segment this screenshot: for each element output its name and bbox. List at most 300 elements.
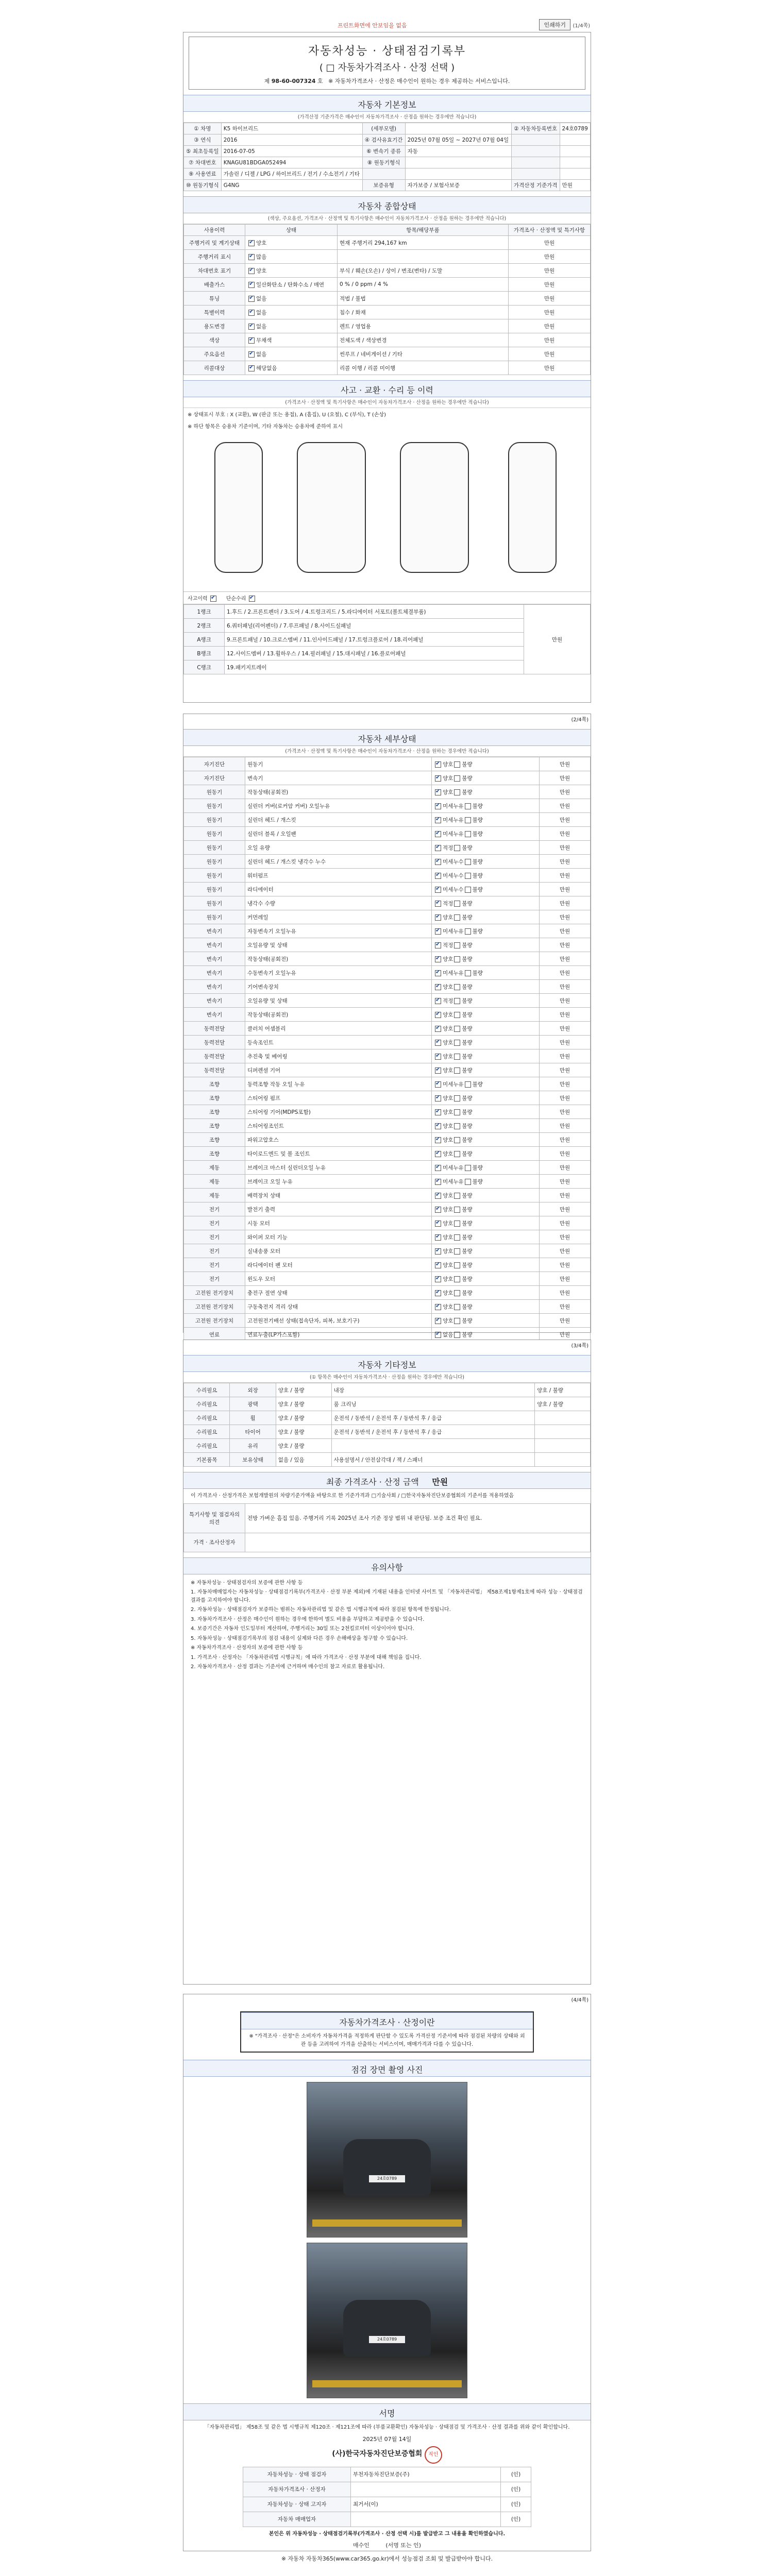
- others-cell: 양호 / 불량: [535, 1397, 591, 1411]
- checkbox-good: [435, 914, 441, 921]
- summary-table: [183, 224, 591, 375]
- car-diagram: [183, 432, 591, 592]
- detail-group: 전기: [184, 1272, 245, 1286]
- detail-item: 스티어링 기어(MDPS포함): [245, 1105, 432, 1119]
- detail-item: 시동 모터: [245, 1216, 432, 1230]
- detail-bad-text: 불량: [472, 1178, 483, 1185]
- checkbox-good: [435, 775, 441, 782]
- detail-state: [432, 869, 540, 883]
- detail-state: [432, 1202, 540, 1216]
- detail-price: 만원: [540, 785, 591, 799]
- summary-state: [245, 264, 338, 278]
- checkbox-bad: [465, 859, 471, 865]
- sign-name: [351, 2512, 501, 2527]
- detail-bad-text: 불량: [462, 761, 473, 768]
- detail-bad-text: 불량: [462, 1011, 473, 1018]
- parts-rank: A랭크: [184, 633, 225, 647]
- checkbox-bad: [454, 1137, 460, 1143]
- detail-price: 만원: [540, 841, 591, 855]
- checkbox-bad: [465, 928, 471, 935]
- summary-state-text: 해당없음: [256, 365, 277, 371]
- basic-cell: G4NG: [221, 180, 362, 191]
- others-cell: 수리필요: [184, 1425, 230, 1439]
- detail-group: 원동기: [184, 855, 245, 869]
- sign-row: [243, 2497, 531, 2512]
- detail-group: 전기: [184, 1230, 245, 1244]
- detail-item: 클러치 어셈블리: [245, 1022, 432, 1036]
- notice-list: [183, 1574, 591, 1676]
- summary-row: [184, 236, 591, 250]
- detail-bad-text: 불량: [472, 928, 483, 935]
- others-cell: 양호 / 불량: [276, 1383, 331, 1397]
- detail-state-text: 적정: [443, 997, 453, 1004]
- checkbox-bad: [465, 873, 471, 879]
- detail-bad-text: 불량: [472, 1164, 483, 1171]
- detail-state-text: 미세누유: [443, 817, 464, 823]
- accident-heading: 사고 · 교환 · 수리 등 이력: [183, 380, 591, 397]
- detail-state-text: 미세누유: [443, 1178, 464, 1185]
- summary-item: 배출가스: [184, 278, 245, 292]
- others-cell: 양호 / 불량: [276, 1397, 331, 1411]
- detail-bad-text: 불량: [462, 1109, 473, 1115]
- detail-price: 만원: [540, 1300, 591, 1314]
- checkbox-bad: [454, 998, 460, 1004]
- detail-row: [184, 896, 591, 910]
- detail-price: 만원: [540, 813, 591, 827]
- summary-item: 색상: [184, 333, 245, 347]
- detail-price: 만원: [540, 1244, 591, 1258]
- summary-row: [184, 319, 591, 333]
- detail-group: 변속기: [184, 980, 245, 994]
- detail-state-text: 양호: [443, 1234, 453, 1241]
- detail-group: 고전원 전기장치: [184, 1286, 245, 1300]
- detail-group: 전기: [184, 1216, 245, 1230]
- detail-group: 조향: [184, 1147, 245, 1161]
- detail-row: [184, 1147, 591, 1161]
- detail-row: [184, 1272, 591, 1286]
- notice-item: 5. 자동차성능 · 상태점검기록부의 점검 내용이 실제와 다른 경우 손해배상을 청구할 수 있습니다.: [191, 1635, 408, 1641]
- checkbox-bad: [465, 831, 471, 837]
- detail-price: 만원: [540, 910, 591, 924]
- detail-row: [184, 994, 591, 1008]
- simple-repair-label: 단순수리: [226, 596, 246, 602]
- checkbox-bad: [454, 845, 460, 851]
- detail-item: 라디에이터: [245, 883, 432, 896]
- others-cell: 휠: [230, 1411, 276, 1425]
- summary-detail: [338, 250, 509, 264]
- detail-bad-text: 불량: [462, 1206, 473, 1213]
- detail-price: 만원: [540, 799, 591, 813]
- detail-price: 만원: [540, 757, 591, 771]
- others-cell: 양호 / 불량: [276, 1425, 331, 1439]
- sign-role: 자동차성능 · 상태 고지자: [243, 2497, 351, 2512]
- detail-price: 만원: [540, 1105, 591, 1119]
- detail-state-text: 양호: [443, 1011, 453, 1018]
- checkbox-bad: [454, 1332, 460, 1338]
- final-price-title: 최종 가격조사 · 산정 금액: [326, 1477, 419, 1487]
- checkbox-good: [435, 817, 441, 823]
- detail-bad-text: 불량: [462, 997, 473, 1004]
- detail-group: 원동기: [184, 883, 245, 896]
- detail-item: 고전원전기배선 상태(접속단자, 피복, 보호기구): [245, 1314, 432, 1328]
- summary-state: [245, 319, 338, 333]
- basic-cell: [511, 134, 560, 146]
- detail-group: 자기진단: [184, 771, 245, 785]
- print-warning: 프린트화면에 안보임을 없음: [338, 22, 407, 29]
- detail-item: 브레이크 오일 누유: [245, 1175, 432, 1189]
- detail-item: 오일유량 및 상태: [245, 994, 432, 1008]
- detail-state-text: 미세누유: [443, 970, 464, 976]
- checkbox-bad: [454, 1012, 460, 1018]
- appraiser-label: 가격 · 조사산정자: [184, 1533, 245, 1552]
- basic-cell: [560, 157, 590, 168]
- summary-row: [184, 306, 591, 319]
- summary-item: 차대번호 표기: [184, 264, 245, 278]
- summary-state-text: 양호: [256, 240, 267, 246]
- basic-cell: ⑥ 변속기 종류: [362, 146, 405, 157]
- detail-item: 실린더 헤드 / 개스킷 냉각수 누수: [245, 855, 432, 869]
- summary-state: [245, 347, 338, 361]
- detail-item: 작동상태(공회전): [245, 785, 432, 799]
- summary-sub: (색상, 주요옵션, 가격조사 · 산정액 및 특기사항은 매수인이 자동차가격조사 · 산정을 원하는 경우에만 적습니다): [183, 213, 591, 224]
- detail-price: 만원: [540, 952, 591, 966]
- detail-price: 만원: [540, 1314, 591, 1328]
- others-row: [184, 1453, 591, 1467]
- detail-price: 만원: [540, 1022, 591, 1036]
- basic-cell: [560, 134, 590, 146]
- detail-state: [432, 1161, 540, 1175]
- title-box: [189, 37, 585, 90]
- others-cell: 룸 크리닝: [331, 1397, 535, 1411]
- detail-price: 만원: [540, 883, 591, 896]
- basic-cell: 2016-07-05: [221, 146, 362, 157]
- detail-item: 워터펌프: [245, 869, 432, 883]
- detail-price: 만원: [540, 1091, 591, 1105]
- detail-state: [432, 771, 540, 785]
- detail-group: 조향: [184, 1105, 245, 1119]
- others-cell: 운전석 / 동반석 / 운전석 후 / 동반석 후 / 응급: [331, 1411, 535, 1425]
- detail-state-text: 양호: [443, 789, 453, 795]
- detail-price: 만원: [540, 938, 591, 952]
- notice-item: 2. 자동차성능 · 상태점검자가 보증하는 범위는 자동차관리법 및 같은 법 시행규칙에 따라 점검된 항목에 한정됩니다.: [191, 1607, 451, 1613]
- detail-row: [184, 1077, 591, 1091]
- checkbox-bad: [454, 1067, 460, 1074]
- detail-state: [432, 1300, 540, 1314]
- basic-row: [184, 123, 591, 134]
- checkbox-good: [435, 1276, 441, 1282]
- detail-price: 만원: [540, 1133, 591, 1147]
- basic-cell: 2025년 07월 05일 ~ 2027년 07월 04일: [405, 134, 511, 146]
- summary-row: [184, 361, 591, 375]
- appraisal-info-heading: 자동차가격조사 · 산정이란: [241, 2012, 533, 2029]
- detail-price: 만원: [540, 1230, 591, 1244]
- checkbox-good: [435, 831, 441, 837]
- basic-cell: ⑧ 원동기형식: [362, 157, 405, 168]
- org-name: (사)한국자동차진단보증협회: [332, 2449, 423, 2458]
- signature-table: [243, 2467, 531, 2527]
- others-table: [183, 1383, 591, 1467]
- checkbox-good: [435, 1234, 441, 1241]
- detail-state-text: 미세누유: [443, 831, 464, 837]
- summary-state-text: 무채색: [256, 337, 272, 344]
- detail-state: [432, 1230, 540, 1244]
- checkbox-good: [435, 928, 441, 935]
- detail-group: 동력전달: [184, 1022, 245, 1036]
- detail-bad-text: 불량: [462, 1150, 473, 1157]
- basic-row: [184, 157, 591, 168]
- detail-bad-text: 불량: [462, 942, 473, 948]
- basic-cell: ④ 검사유효기간: [362, 134, 405, 146]
- car-rear-shape: [343, 2139, 431, 2196]
- detail-price: 만원: [540, 855, 591, 869]
- detail-group: 변속기: [184, 924, 245, 938]
- checkbox-good: [435, 1012, 441, 1018]
- basic-cell: ③ 연식: [184, 134, 222, 146]
- checkbox-bad: [454, 1109, 460, 1115]
- sign-row: [243, 2512, 531, 2527]
- checkbox-bad: [454, 1262, 460, 1268]
- detail-group: 동력전달: [184, 1049, 245, 1063]
- detail-group: 원동기: [184, 841, 245, 855]
- basic-table: [183, 123, 591, 191]
- others-sub: (① 항목은 매수인이 자동차가격조사 · 산정을 원하는 경우에만 적습니다): [183, 1372, 591, 1383]
- sign-seal: (인): [501, 2467, 531, 2482]
- checkbox-bad: [465, 1081, 471, 1088]
- sign-seal: (인): [501, 2497, 531, 2512]
- detail-state-text: 적정: [443, 942, 453, 948]
- detail-item: 와이퍼 모터 기능: [245, 1230, 432, 1244]
- lift-beam: [312, 2219, 462, 2227]
- detail-item: 오일유량 및 상태: [245, 938, 432, 952]
- page-number: (1/4쪽): [573, 23, 590, 29]
- page-2: [183, 714, 591, 1338]
- basic-cell: ⑨ 사용연료: [184, 168, 222, 180]
- detail-group: 자기진단: [184, 757, 245, 771]
- summary-note: 만원: [509, 278, 591, 292]
- detail-bad-text: 불량: [462, 914, 473, 921]
- summary-row: [184, 278, 591, 292]
- others-cell: [535, 1425, 591, 1439]
- detail-bad-text: 불량: [462, 789, 473, 795]
- summary-detail: 리콜 이행 / 리콜 미이행: [338, 361, 509, 375]
- detail-price: 만원: [540, 1036, 591, 1049]
- checkbox: [248, 324, 255, 330]
- detail-state-text: 양호: [443, 956, 453, 962]
- simple-none-check: [249, 596, 255, 602]
- checkbox-good: [435, 1221, 441, 1227]
- checkbox-good: [435, 1262, 441, 1268]
- detail-table: [183, 757, 591, 1342]
- special-label: 특기사항 및 점검자의 의견: [184, 1503, 245, 1533]
- detail-item: 충전구 절연 상태: [245, 1286, 432, 1300]
- detail-item: 커먼레일: [245, 910, 432, 924]
- top-bar: [183, 18, 590, 31]
- detail-sub: (가격조사 · 산정액 및 특기사항은 매수인이 자동차가격조사 · 산정을 원하는 경우에만 적습니다): [183, 746, 591, 757]
- detail-price: 만원: [540, 980, 591, 994]
- checkbox-bad: [454, 942, 460, 948]
- detail-state: [432, 1036, 540, 1049]
- detail-state: [432, 1133, 540, 1147]
- parts-price: 만원: [524, 605, 591, 674]
- print-button[interactable]: 인쇄하기: [539, 19, 570, 30]
- detail-state: [432, 799, 540, 813]
- detail-state: [432, 966, 540, 980]
- others-cell: 수리필요: [184, 1411, 230, 1425]
- basic-cell: [405, 168, 511, 180]
- detail-group: 조향: [184, 1077, 245, 1091]
- detail-bad-text: 불량: [462, 956, 473, 962]
- detail-state-text: 양호: [443, 914, 453, 921]
- basic-cell: (세부모델): [362, 123, 405, 134]
- detail-row: [184, 952, 591, 966]
- notice-item: 2. 자동차가격조사 · 산정 결과는 기준서에 근거하며 매수인의 참고 자료로 활용됩니다.: [191, 1664, 385, 1670]
- detail-group: 동력전달: [184, 1036, 245, 1049]
- page-4-number: (4/4쪽): [571, 1997, 589, 2003]
- basic-cell: [560, 146, 590, 157]
- detail-item: 실린더 헤드 / 개스킷: [245, 813, 432, 827]
- checkbox-good: [435, 845, 441, 851]
- detail-row: [184, 841, 591, 855]
- car-front-shape: [343, 2300, 431, 2357]
- detail-state-text: 양호: [443, 1067, 453, 1074]
- detail-row: [184, 1189, 591, 1202]
- detail-row: [184, 785, 591, 799]
- detail-price: 만원: [540, 896, 591, 910]
- checkbox-bad: [454, 1276, 460, 1282]
- plate-2: 24호0789: [369, 2336, 405, 2343]
- others-cell: 없음 / 있음: [276, 1453, 331, 1467]
- detail-price: 만원: [540, 827, 591, 841]
- summary-state: [245, 361, 338, 375]
- detail-state-text: 양호: [443, 1262, 453, 1268]
- detail-item: 원동기: [245, 757, 432, 771]
- others-cell: [331, 1439, 535, 1453]
- checkbox-good: [435, 789, 441, 795]
- appraisal-info-box: [240, 2011, 534, 2053]
- detail-bad-text: 불량: [462, 1123, 473, 1129]
- detail-group: 변속기: [184, 1008, 245, 1022]
- detail-price: 만원: [540, 771, 591, 785]
- detail-group: 원동기: [184, 896, 245, 910]
- detail-state-text: 미세누유: [443, 803, 464, 809]
- detail-state: [432, 994, 540, 1008]
- appraisal-info-text: ※ "가격조사 · 산정"은 소비자가 자동차가격을 적정하게 판단할 수 있도록 가격산정 기준서에 따라 점검된 차량의 상태와 외관 등을 고려하여 가격을 산출하는 서비스이며, 매매가격과 다를 수 있습니다.: [249, 2033, 525, 2047]
- basic-sub: (가격산정 기준가격은 매수인이 자동차가격조사 · 산정을 원하는 경우에만 적습니다): [183, 112, 591, 123]
- parts-list: 1.후드 / 2.프론트펜더 / 3.도어 / 4.트렁크리드 / 5.라디에이터 서포트(볼트체결부품): [225, 605, 524, 619]
- summary-state: [245, 236, 338, 250]
- detail-bad-text: 불량: [462, 900, 473, 907]
- basic-cell: [511, 168, 560, 180]
- accident-legend: ※ 상태표시 부호 : X (교환), W (판금 또는 용접), A (흠집), U (요철), C (부식), T (손상): [188, 412, 386, 418]
- detail-row: [184, 799, 591, 813]
- checkbox-bad: [454, 1123, 460, 1129]
- detail-price: 만원: [540, 966, 591, 980]
- notice-item: 3. 자동차가격조사 · 산정은 매수인이 원하는 경우에 한하여 별도 비용을 부담하고 제공받을 수 있습니다.: [191, 1616, 425, 1622]
- signature-heading: 서명: [183, 2403, 591, 2420]
- detail-state-text: 양호: [443, 1095, 453, 1101]
- detail-item: 추진축 및 베어링: [245, 1049, 432, 1063]
- checkbox: [248, 296, 255, 302]
- detail-item: 타이로드엔드 및 볼 조인트: [245, 1147, 432, 1161]
- detail-bad-text: 불량: [462, 984, 473, 990]
- final-price-heading: [183, 1472, 591, 1489]
- detail-price: 만원: [540, 1258, 591, 1272]
- summary-detail: 렌트 / 영업용: [338, 319, 509, 333]
- summary-heading: 자동차 종합상태: [183, 196, 591, 213]
- sign-seal: (인): [501, 2512, 531, 2527]
- checkbox-good: [435, 1123, 441, 1129]
- accident-label: 사고이력: [188, 596, 208, 602]
- checkbox: [248, 282, 255, 288]
- others-cell: 보유상태: [230, 1453, 276, 1467]
- detail-state: [432, 910, 540, 924]
- detail-bad-text: 불량: [462, 1262, 473, 1268]
- checkbox-bad: [454, 901, 460, 907]
- detail-item: 스티어링 펌프: [245, 1091, 432, 1105]
- detail-state-text: 없음: [443, 1331, 453, 1338]
- detail-item: 자동변속기 오일누유: [245, 924, 432, 938]
- detail-state-text: 적정: [443, 900, 453, 907]
- org-stamp: 직인: [425, 2446, 442, 2464]
- detail-group: 조향: [184, 1133, 245, 1147]
- detail-bad-text: 불량: [462, 1234, 473, 1241]
- summary-note: 만원: [509, 333, 591, 347]
- detail-group: 변속기: [184, 938, 245, 952]
- detail-state: [432, 855, 540, 869]
- detail-state-text: 미세누수: [443, 858, 464, 865]
- parts-rank: 1랭크: [184, 605, 225, 619]
- checkbox-good: [435, 1318, 441, 1324]
- detail-state: [432, 952, 540, 966]
- lift-beam-2: [312, 2380, 462, 2387]
- detail-row: [184, 1258, 591, 1272]
- checkbox-good: [435, 1137, 441, 1143]
- page-2-number: (2/4쪽): [571, 717, 589, 723]
- signature-org: [183, 2446, 591, 2464]
- others-row: [184, 1425, 591, 1439]
- detail-state: [432, 1272, 540, 1286]
- summary-item: 주행거리 표시: [184, 250, 245, 264]
- detail-state-text: 미세누수: [443, 886, 464, 893]
- car-side-left: [214, 442, 263, 573]
- checkbox-good: [435, 984, 441, 990]
- detail-group: 고전원 전기장치: [184, 1300, 245, 1314]
- summary-state-text: 없음: [256, 351, 267, 358]
- basic-cell: ① 차명: [184, 123, 222, 134]
- detail-group: 원동기: [184, 813, 245, 827]
- checkbox-bad: [454, 914, 460, 921]
- detail-state: [432, 1091, 540, 1105]
- detail-state-text: 양호: [443, 1025, 453, 1032]
- detail-item: 배력장치 상태: [245, 1189, 432, 1202]
- detail-bad-text: 불량: [462, 1220, 473, 1227]
- detail-group: 원동기: [184, 827, 245, 841]
- summary-detail: 적법 / 불법: [338, 292, 509, 306]
- basic-cell: K5 하이브리드: [221, 123, 362, 134]
- detail-state-text: 양호: [443, 1192, 453, 1199]
- summary-detail: 부식 / 훼손(오손) / 상이 / 변조(변타) / 도말: [338, 264, 509, 278]
- detail-state-text: 양호: [443, 1290, 453, 1296]
- summary-note: 만원: [509, 347, 591, 361]
- detail-bad-text: 불량: [462, 1248, 473, 1255]
- detail-item: 브레이크 마스터 실린더오일 누유: [245, 1161, 432, 1175]
- summary-row: [184, 250, 591, 264]
- detail-row: [184, 1022, 591, 1036]
- appraiser-value: [245, 1533, 591, 1552]
- detail-item: 파워고압호스: [245, 1133, 432, 1147]
- special-text: 전방 가벼운 흠집 있음. 주행거리 기록 2025년 조사 기준 정상 범위 내 판단됨. 보증 조건 확인 필요.: [245, 1503, 591, 1533]
- detail-state-text: 양호: [443, 984, 453, 990]
